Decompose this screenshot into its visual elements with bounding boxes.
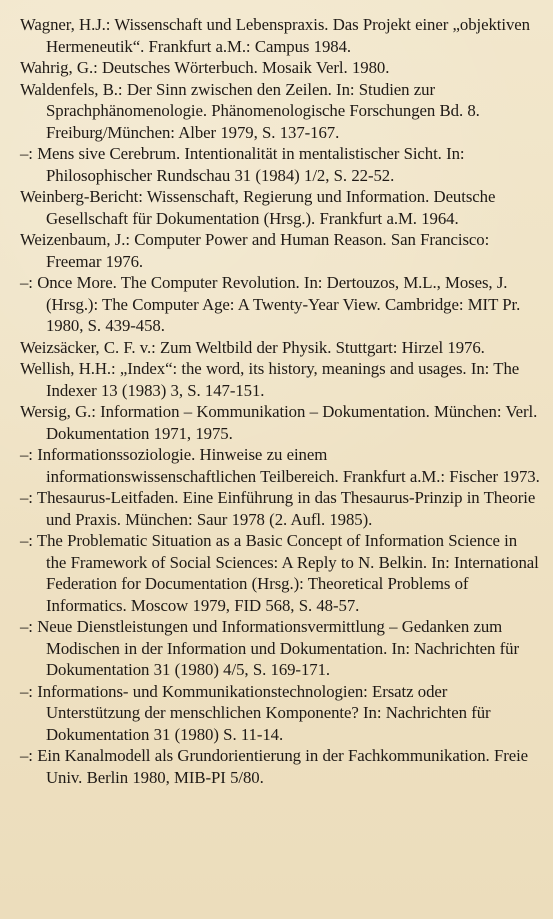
bibliography-entry: Wagner, H.J.: Wissenschaft und Lebenspraxis. Das Projekt einer „objektiven Hermeneutik“. Frankfurt a.M.: Campus 1984. xyxy=(20,15,530,56)
bibliography-entry: –: Neue Dienstleistungen und Informationsvermittlung – Gedanken zum Modischen in der Information und Dokumentation. In: Nachrichten für Dokumentation 31 (1980) 4/5, S. 169-171. xyxy=(20,617,519,679)
bibliography-entry: Weizsäcker, C. F. v.: Zum Weltbild der Physik. Stuttgart: Hirzel 1976. xyxy=(20,337,485,357)
bibliography-entry: –: Informationssoziologie. Hinweise zu einem informationswissenschaftlichen Teilbereich. Frankfurt a.M.: Fischer 1973. xyxy=(20,445,540,486)
bibliography-entry: Weizenbaum, J.: Computer Power and Human Reason. San Francisco: Freemar 1976. xyxy=(20,230,490,271)
bibliography-list xyxy=(20,14,541,788)
bibliography-entry: –: Informations- und Kommunikationstechnologien: Ersatz oder Unterstützung der menschlichen Komponente? In: Nachrichten für Dokumentation 31 (1980) S. 11-14. xyxy=(20,681,491,744)
bibliography-entry: Wellish, H.H.: „Index“: the word, its history, meanings and usages. In: The Indexer 13 (1983) 3, S. 147-151. xyxy=(20,359,520,400)
bibliography-entry: –: Thesaurus-Leitfaden. Eine Einführung in das Thesaurus-Prinzip in Theorie und Praxis. München: Saur 1978 (2. Aufl. 1985). xyxy=(20,488,536,529)
bibliography-entry: –: Once More. The Computer Revolution. In: Dertouzos, M.L., Moses, J. (Hrsg.): The Computer Age: A Twenty-Year View. Cambridge: MIT Pr. 1980, S. 439-458. xyxy=(20,273,521,335)
bibliography-entry: –: Ein Kanalmodell als Grundorientierung in der Fachkommunikation. Freie Univ. Berlin 1980, MIB-PI 5/80. xyxy=(20,746,529,787)
bibliography-entry: –: The Problematic Situation as a Basic Concept of Information Science in the Framework of Social Sciences: A Reply to N. Belkin. In: International Federation for Documentation (Hrsg.): Theoretical Problems of Informatics. Moscow 1979, FID 568, S. 48-57. xyxy=(20,531,539,615)
bibliography-entry: Waldenfels, B.: Der Sinn zwischen den Zeilen. In: Studien zur Sprachphänomenologie. Phänomenologische Forschungen Bd. 8. Freiburg/München: Alber 1979, S. 137-167. xyxy=(20,79,480,142)
bibliography-entry: Wersig, G.: Information – Kommunikation – Dokumentation. München: Verl. Dokumentation 1971, 1975. xyxy=(20,402,538,443)
bibliography-entry: –: Mens sive Cerebrum. Intentionalität in mentalistischer Sicht. In: Philosophischer Rundschau 31 (1984) 1/2, S. 22-52. xyxy=(20,144,465,185)
bibliography-entry: Weinberg-Bericht: Wissenschaft, Regierung und Information. Deutsche Gesellschaft für Dokumentation (Hrsg.). Frankfurt a.M. 1964. xyxy=(20,187,496,228)
bibliography-entry: Wahrig, G.: Deutsches Wörterbuch. Mosaik Verl. 1980. xyxy=(20,58,390,77)
